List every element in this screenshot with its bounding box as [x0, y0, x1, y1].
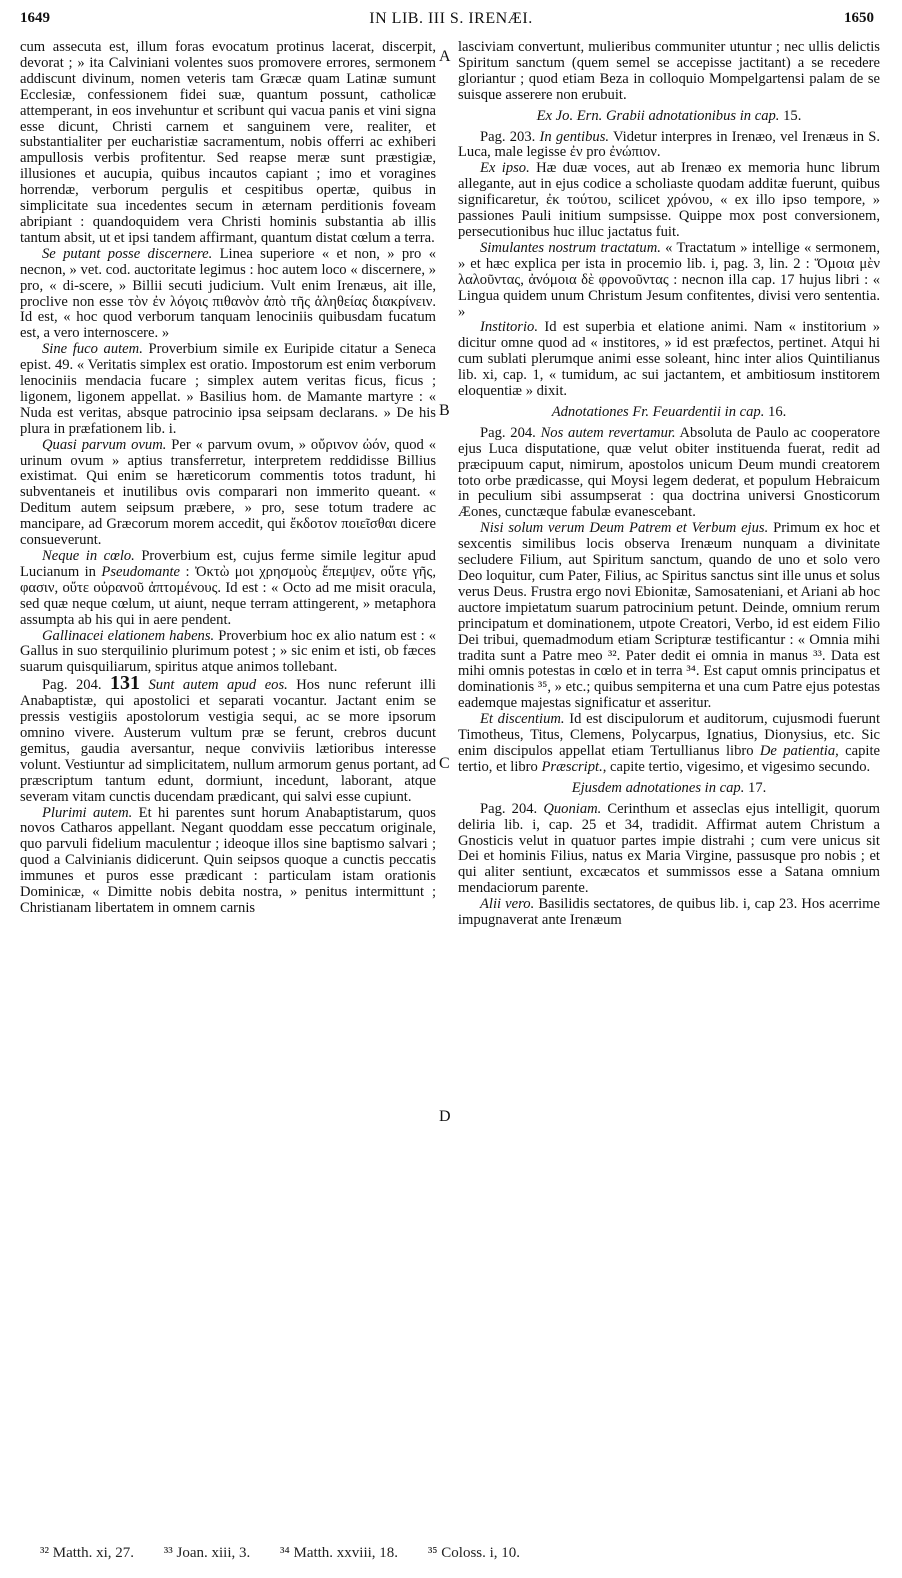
annotation-paragraph: Pag. 203. In gentibus. Videtur interpres in Irenæo, vel Irenæus in S. Luca, male legisse ἐν pro ἐνώπιον.: [458, 128, 880, 161]
paragraph: cum assecuta est, illum foras evocatum protinus lacerat, discerpit, devorat ; » ita Calviniani volentes suos promovere errores, sermonem addiscunt divinum, nomen veteris tam Græcæ quam Latinæ sumunt Ecclesiæ, confessionem fidei suæ, quantum possunt, catholicæ attemperant, in eos invehuntur et scribunt qui vacua panis et vini signa esse dicunt, Christi carnem et sanguinem vere, realiter, et substantialiter per eucharistiæ sacramentum, nobis offerri ac exhiberi ampullosis verbis profitentur. Sed reapse meræ sunt præstigiæ, illusiones et aucupia, quibus incautos capiant ; imo et voragines horrendæ, verborum pergulis et cespitibus opertæ, quibus in simplicitate sua incedentes secum in æternam perditionis foveam abripiant : quandoquidem vera Christi hominis substantia ab illis tantum absit, ut et ipsi tandem affirmant, quantum distat cœlum a terra.: [20, 39, 436, 246]
section-heading: Ex Jo. Ern. Grabii adnotationibus in cap. 15.: [536, 107, 802, 124]
annotation-paragraph: Se putant posse discernere. Linea superiore « et non, » pro « necnon, » vet. cod. auctoritate legimus : hoc autem loco « discernere, » pro, « di-scere, » Billii secuti judicium. Vult enim Irenæus, ait ille, proclive non esse τὸν ἐν λόγοις πιθανὸν ἀπὸ τῆς ἀληθείας διακρίνειν. Id est, « hoc quod verborum tanquam lenociniis quibusdam fucatum est, a vero internoscere. »: [20, 245, 437, 342]
running-title: IN LIB. III S. IRENÆI.: [369, 10, 533, 27]
work-title: Pseudomante: [101, 563, 181, 580]
lemma: Institorio.: [480, 319, 538, 336]
lemma: Plurimi autem.: [42, 804, 133, 821]
lemma: In gentibus.: [539, 128, 610, 145]
work-title: De patientia: [759, 742, 836, 759]
right-column: [458, 40, 880, 929]
lemma: Nisi solum verum Deum Patrem et Verbum ejus.: [480, 520, 769, 537]
annotation-paragraph: Pag. 204. 131 Sunt autem apud eos. Hos nunc referunt illi Anabaptistæ, qui apostolici et separati vocantur. Jactant enim se pressis vestigiis apostolorum vestigia sequi, ac se more ipsorum omnino vivere. Austerum vultum præ se ferunt, crebros ducunt gemitus, gaudia aversantur, neque conviviis lætioribus interesse volunt. Vestiuntur ad simplicitatem, nullum armorum genus portant, ad præscriptum tantum edunt, dormiunt, incedunt, laborant, atque severam vitam cunctis ducendam prædicant, qui salvi esse cupiunt.: [20, 672, 436, 805]
lemma: Neque in cœlo.: [42, 548, 135, 564]
annotation-paragraph: Neque in cœlo. Proverbium est, cujus ferme simile legitur apud Lucianum in Pseudomante : Ὀκτὼ μοι χρησμοὺς ἔπεμψεν, οὔτε γῆς, φασιν, οὔτε οὐρανοῦ ἀπτομένους. Id est : « Octo ad me misit oracula, sed quæ neque cœlum, ut aiunt, neque terram attingerent, » metaphora assumpta ab his qui in aere pendent.: [20, 548, 436, 628]
annotation-paragraph: Plurimi autem. Et hi parentes sunt horum Anabaptistarum, quos novos Catharos appellant. Negant quoddam esse peccatum originale, quo parvuli fidelium maculentur ; ideoque illos sine baptismo salvari ; quod a Calvinianis didicerunt. Quin seipsos quoque a cunctis peccatis immunes et puros esse prædicant : particulam istam orationis Dominicæ, « Dimitte nobis debita nostra, » penitus intermittunt ; Christianam libertatem in omnem carnis: [20, 804, 436, 916]
lemma: Sine fuco autem.: [42, 341, 143, 358]
footnote: ³³ Joan. xiii, 3.: [163, 1545, 251, 1561]
left-page-number: 1649: [20, 10, 50, 26]
lemma: Nos autem revertamur.: [540, 424, 676, 441]
margin-number: 131: [110, 672, 141, 695]
margin-letter-d: D: [439, 1108, 451, 1125]
annotation-paragraph: Quasi parvum ovum. Per « parvum ovum, » οὔριvoν ὠόν, quod « urinum ovum » aptius transferretur, interpretem reddidisse Billius existimat. Qui enim se hæreticorum commentis totos tradunt, hi subventaneis et inutilibus ovis comparari non immerito queant. « Deditum autem seipsum præbere, » pro, sese totum tradere ac mancipare, ad Græcorum morem accedit, qui ἔκδοτον ποιεῖσθαι dicere consueverunt.: [20, 436, 436, 549]
margin-letter-b: B: [439, 402, 450, 419]
annotation-paragraph: Et discentium. Id est discipulorum et auditorum, cujusmodi fuerunt Timotheus, Titus, Clemens, Polycarpus, Ignatius, Dionysius, etc. Sic enim discipulos appellat etiam Tertullianus libro De patientia, capite tertio, et libro Præscript., capite tertio, vigesimo, et vigesimo secundo.: [458, 711, 880, 775]
annotation-paragraph: Nisi solum verum Deum Patrem et Verbum ejus. Primum ex hoc et sexcentis similibus locis observa Irenæum nunquam a divinitate secludere Filium, aut Spiritum sanctum, quando de uno et solo vero Deo loquitur, cum Pater, Filius, ac Spiritus sanctus sint ille unus et solus verus Deus. Frustra ergo novi Ebionitæ, Samosateniani, et Ariani ab hoc auctore impietatum suarum patrocinium petunt. Deinde, omnium rerum principatum et dominationem, utpote Creatori, Verbo, id est eidem Filio Dei tribui, quemadmodum etiam Scripturæ testificantur : « Omnia mihi tradita sunt a Patre meo ³². Pater dedit ei omnia in manus ³³. Data est mihi omnis potestas in cœlo et in terra ³⁴. Est caput omnis principatus et dominationis ³⁵, » etc.; quibus sempiterna et una cum Patre ejus potestas eademque majestas significatur et asseritur.: [458, 520, 880, 712]
footnote: ³⁴ Matth. xxviii, 18.: [280, 1545, 399, 1561]
left-column: [20, 40, 436, 917]
lemma: Et discentium.: [480, 711, 565, 728]
annotation-paragraph: Institorio. Id est superbia et elatione animi. Nam « institorium » dicitur omne quod ad « institores, » id est præfectos, pertinet. Atqui hi cum sublati plerumque animi esse soleant, hinc inter alios Quintilianus lib. xi, cap. 1, « tumidum, ac sui jactantem, et ambitiosum institorem eloquentiæ » dixit.: [458, 319, 880, 400]
section-heading: Adnotationes Fr. Feuardentii in cap. 16.: [551, 403, 787, 420]
lemma: Quasi parvum ovum.: [42, 436, 167, 453]
paragraph: lasciviam convertunt, mulieribus communiter utuntur ; nec ullis delictis Spiritum sanctum (quem semel se accepisse jactitant) a se recedere gloriantur ; quod etiam Beza in colloquio Mompelgartensi palam de se suisque asserere non erubuit.: [458, 39, 880, 103]
lemma: Quoniam.: [543, 800, 602, 817]
annotation-paragraph: Sine fuco autem. Proverbium simile ex Euripide citatur a Seneca epist. 49. « Veritatis simplex est oratio. Impostorum est enim verborum lenociniis mendacia fucare ; simplex autem veritas ficus, ficus ; ligonem, ligonem appellat. » Basilius hom. de Mamante martyre : « Nuda est veritas, absque patrocinio ipsa seipsam declarans. » De his plura in præfationem lib. i.: [20, 341, 436, 437]
page-ref: Pag. 204.: [480, 424, 536, 441]
lemma: Alii vero.: [480, 896, 535, 913]
footnotes: [40, 1545, 860, 1562]
section-heading: Ejusdem adnotationes in cap. 17.: [571, 779, 767, 796]
work-title: Præscript.: [541, 758, 603, 775]
lemma: Ex ipso.: [480, 160, 530, 177]
margin-markers: [437, 0, 457, 1500]
footnote: ³⁵ Coloss. i, 10.: [427, 1545, 521, 1561]
margin-letter-a: A: [439, 48, 451, 65]
lemma: Simulantes nostrum tractatum.: [480, 239, 661, 256]
margin-letter-c: C: [439, 755, 450, 772]
right-page-number: 1650: [844, 10, 874, 26]
annotation-paragraph: Alii vero. Basilidis sectatores, de quibus lib. i, cap 23. Hos acerrime impugnaverat ante Irenæum: [458, 896, 880, 929]
page-ref: Pag. 204.: [480, 800, 538, 817]
lemma: Se putant posse discernere.: [42, 245, 213, 262]
annotation-paragraph: Simulantes nostrum tractatum. « Tractatum » intellige « sermonem, » et hæc explica per ista in procemio lib. i, pag. 3, lin. 2 : Ὅμοια μὲν λαλοῦντας, ἀνόμοια δὲ φρονοῦντας : necnon illa cap. 17 hujus libri : « Lingua quidem unum Christum Jesum confitentes, divisi vero sententia. »: [458, 239, 880, 320]
page-ref: Pag. 204.: [42, 677, 102, 694]
annotation-paragraph: Gallinacei elationem habens. Proverbium hoc ex alio natum est : « Gallus in suo sterquilinio plurimum potest ; » sic enim et isti, ob fæces suarum quisquiliarum, spiritus atque animos tollebant.: [20, 627, 436, 676]
annotation-paragraph: Ex ipso. Hæ duæ voces, aut ab Irenæo ex memoria hunc librum allegante, aut in ejus codice a scholiaste quodam additæ fuerunt, quibus significaretur, ἐκ τούτου, scilicet χρόνου, « ex illo ipso tempore, » passiones Pauli initium sumpsisse. Quippe mox post conversionem, persecutionibus huc illuc jactatus fuit.: [458, 160, 880, 240]
footnote: ³² Matth. xi, 27.: [40, 1545, 134, 1561]
lemma: Gallinacei elationem habens.: [42, 627, 215, 644]
annotation-paragraph: Pag. 204. Quoniam. Cerinthum et asseclas ejus intelligit, quorum deliria lib. i, cap. 25 et 34, tradidit. Affirmat autem Christum a Gnosticis velut in quatuor partes impie distrahi ; cum vere unicus sit Dei et hominis Filius, natus ex Maria Virgine, passusque pro nobis ; et qui aliter sentiunt, excæcatos et summissos esse a Satana omnium mendaciorum parente.: [458, 800, 880, 897]
annotation-paragraph: Pag. 204. Nos autem revertamur. Absoluta de Paulo ac cooperatore ejus Luca disputatione, quæ velut obiter instituenda fuerat, redit ad præcipuum caput, nimirum, apostolos unicum Deum mundi creatorem toto orbe prædicasse, qui Moysi legem dederat, et populum Hebraicum in peculium sibi assumpserat : qua doctrina universi Gnosticorum Æones, cunctæque fabulæ evanescebant.: [458, 424, 880, 521]
page-ref: Pag. 203.: [480, 128, 536, 145]
lemma: Sunt autem apud eos.: [148, 677, 288, 694]
